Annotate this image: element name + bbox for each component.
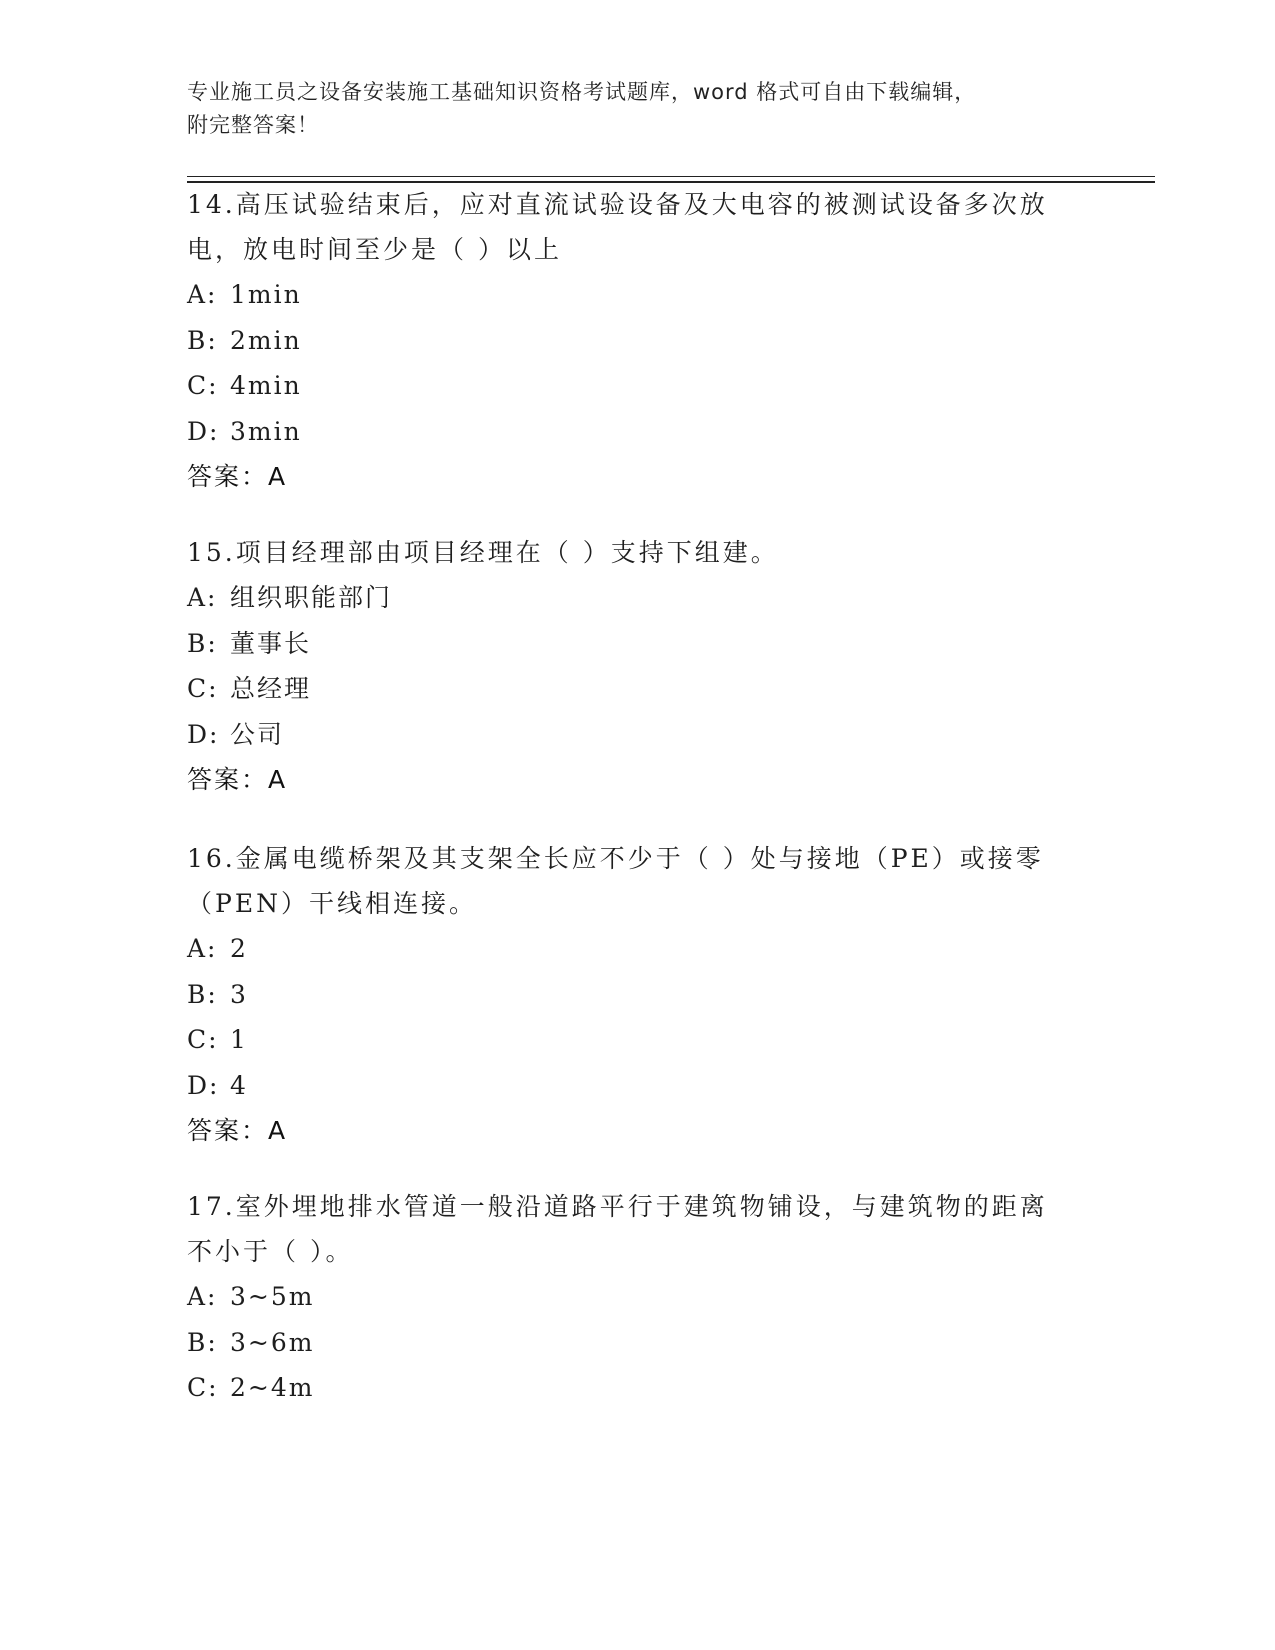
option-a <box>187 1274 1087 1320</box>
option-letter: D: <box>187 416 220 446</box>
option-a <box>187 926 1087 972</box>
question-15 <box>187 530 1087 802</box>
option-letter: A: <box>187 1282 218 1311</box>
option-b <box>187 1320 1087 1366</box>
option-d <box>187 712 1087 758</box>
question-stem-line: 电，放电时间至少是（ ）以上 <box>187 235 562 264</box>
option-text: 公司 <box>230 719 285 749</box>
question-16 <box>187 836 1087 1153</box>
question-stem-line: 不小于（ ）。 <box>187 1237 354 1266</box>
option-letter: A: <box>187 280 218 309</box>
option-letter: B: <box>187 1327 218 1357</box>
option-letter: B: <box>187 628 218 658</box>
option-text: 2 <box>230 934 248 963</box>
option-text: 1 <box>230 1025 248 1054</box>
answer-line: 答案：A <box>187 462 288 491</box>
option-d <box>187 409 1087 455</box>
option-text: 2~4m <box>230 1373 315 1402</box>
option-letter: B: <box>187 325 218 355</box>
question-14 <box>187 182 1087 499</box>
option-c <box>187 363 1087 409</box>
option-letter: C: <box>187 1373 219 1402</box>
option-text: 2min <box>230 325 302 355</box>
header-divider-top <box>187 176 1155 177</box>
option-text: 总经理 <box>230 674 312 703</box>
option-letter: A: <box>187 583 218 612</box>
header-line-2: 附完整答案！ <box>187 113 319 137</box>
option-text: 4 <box>230 1070 248 1100</box>
option-letter: C: <box>187 1025 219 1054</box>
option-b <box>187 621 1087 667</box>
option-a <box>187 575 1087 621</box>
option-text: 3min <box>230 416 302 446</box>
option-b <box>187 972 1087 1018</box>
option-text: 3~5m <box>230 1282 315 1311</box>
question-17 <box>187 1184 1087 1411</box>
option-a <box>187 272 1087 318</box>
question-stem-line: 16.金属电缆桥架及其支架全长应不少于（ ）处与接地（PE）或接零 <box>187 844 1044 873</box>
question-stem-line: 14.高压试验结束后，应对直流试验设备及大电容的被测试设备多次放 <box>187 190 1048 219</box>
answer-line: 答案：A <box>187 765 288 794</box>
document-header <box>187 76 1087 142</box>
option-text: 董事长 <box>230 628 312 658</box>
option-c <box>187 1365 1087 1411</box>
option-c <box>187 1017 1087 1063</box>
option-letter: C: <box>187 674 219 703</box>
option-letter: C: <box>187 371 219 400</box>
question-stem-line: 17.室外埋地排水管道一般沿道路平行于建筑物铺设，与建筑物的距离 <box>187 1192 1048 1221</box>
option-text: 组织职能部门 <box>230 583 393 612</box>
option-b <box>187 318 1087 364</box>
question-stem-line: 15.项目经理部由项目经理在（ ）支持下组建。 <box>187 538 779 567</box>
option-text: 1min <box>230 280 302 309</box>
option-d <box>187 1063 1087 1109</box>
option-text: 3~6m <box>230 1327 315 1357</box>
header-line-1: 专业施工员之设备安装施工基础知识资格考试题库，word 格式可自由下载编辑， <box>187 80 977 104</box>
answer-line: 答案：A <box>187 1116 288 1145</box>
option-text: 3 <box>230 979 248 1009</box>
option-letter: D: <box>187 1070 220 1100</box>
option-text: 4min <box>230 371 302 400</box>
option-c <box>187 666 1087 712</box>
question-stem-line: （PEN）干线相连接。 <box>187 889 477 918</box>
option-letter: B: <box>187 979 218 1009</box>
option-letter: D: <box>187 719 220 749</box>
option-letter: A: <box>187 934 218 963</box>
